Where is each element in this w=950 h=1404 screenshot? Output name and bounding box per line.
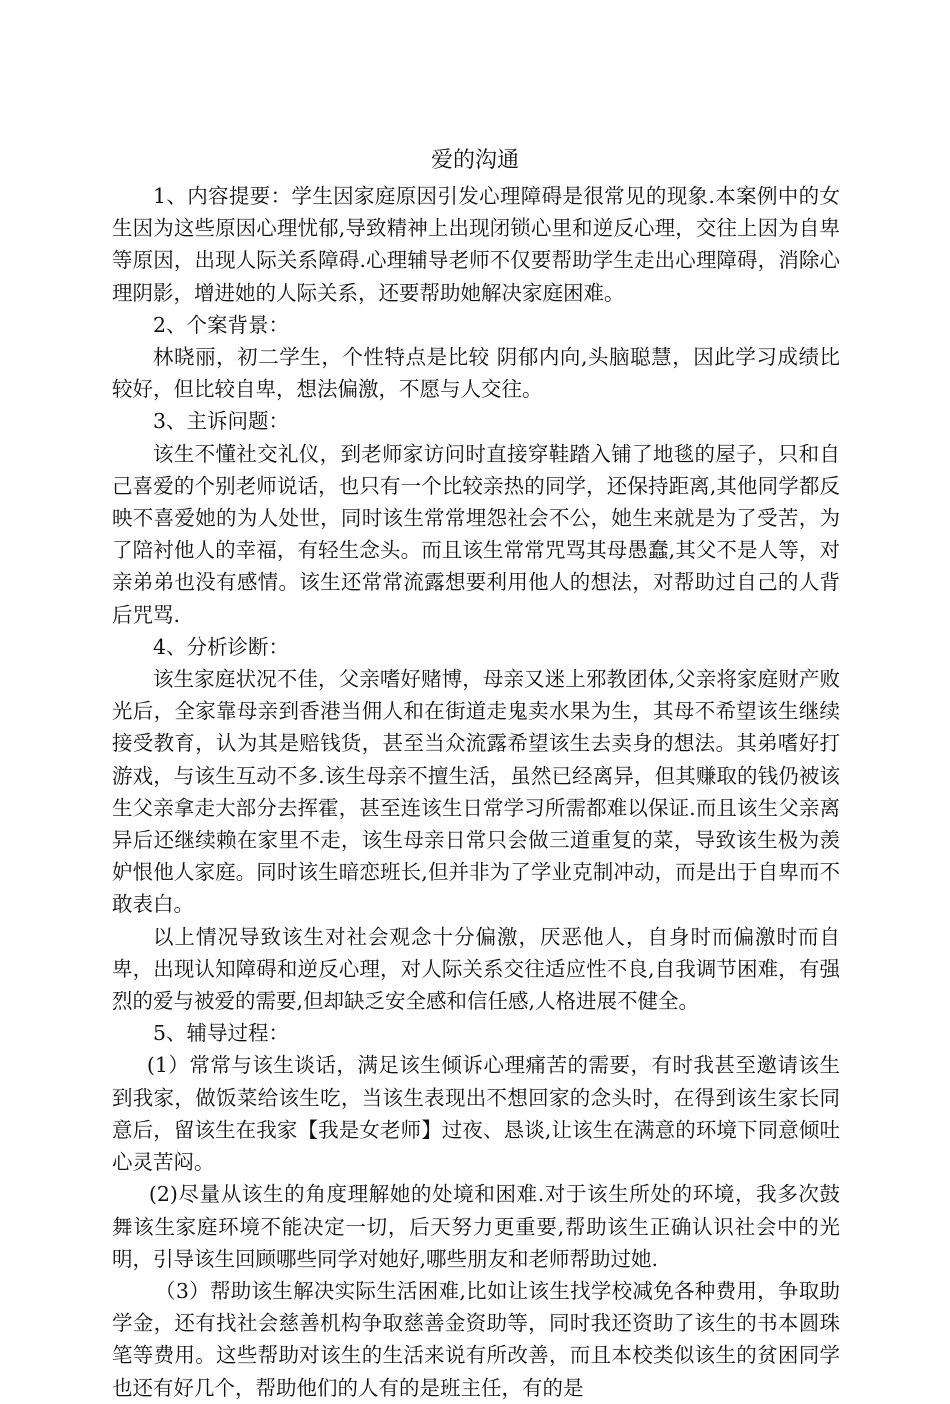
heading-case-background: 2、个案背景： <box>153 312 290 337</box>
heading-main-complaint: 3、主诉问题： <box>153 409 290 434</box>
document-body <box>112 180 840 1404</box>
paragraph-case-background: 林晓丽，初二学生，个性特点是比较 阴郁内向,头脑聪慧，因此学习成绩比较好，但比较自卑，想法偏激，不愿与人交往。 <box>112 345 840 402</box>
paragraph-analysis: 该生家庭状况不佳，父亲嗜好赌博，母亲又迷上邪教团体,父亲将家庭财产败光后，全家靠母亲到香港当佣人和在街道走鬼卖水果为生，其母不希望该生继续接受教育，认为其是赔钱货，甚至当众流露希望该生去卖身的想法。其弟嗜好打游戏，与该生互动不多.该生母亲不擅生活，虽然已经离异，但其赚取的钱仍被该生父亲拿走大部分去挥霍，甚至连该生日常学习所需都难以保证.而且该生父亲离异后还继续赖在家里不走，该生母亲日常只会做三道重复的菜，导致该生极为羡妒恨他人家庭。同时该生暗恋班长,但并非为了学业克制冲动，而是出于自卑而不敢表白。 <box>112 667 840 917</box>
document-title: 爱的沟通 <box>430 148 519 173</box>
paragraph-process-step-1: (1）常常与该生谈话，满足该生倾诉心理痛苦的需要，有时我甚至邀请该生到我家，做饭菜给该生吃，当该生表现出不想回家的念头时，在得到该生家长同意后，留该生在我家【我是女老师】过夜、恳谈,让该生在满意的环境下同意倾吐心灵苦闷。 <box>112 1053 840 1175</box>
paragraph-summary: 1、内容提要：学生因家庭原因引发心理障碍是很常见的现象.本案例中的女生因为这些原因心理忧郁,导致精神上出现闭锁心里和逆反心理，交往上因为自卑等原因，出现人际关系障碍.心理辅导老师不仅要帮助学生走出心理障碍，消除心理阴影，增进她的人际关系，还要帮助她解决家庭困难。 <box>112 184 840 305</box>
paragraph-analysis-conclusion: 以上情况导致该生对社会观念十分偏激，厌恶他人，自身时而偏激时而自卑，出现认知障碍和逆反心理，对人际关系交往适应性不良,自我调节困难，有强烈的爱与被爱的需要,但却缺乏安全感和信任感,人格进展不健全。 <box>112 924 840 1014</box>
heading-counseling-process: 5、辅导过程： <box>153 1021 290 1046</box>
heading-analysis: 4、分析诊断： <box>153 634 290 659</box>
paragraph-process-step-2: (2)尽量从该生的角度理解她的处境和困难.对于该生所处的环境，我多次鼓舞该生家庭环境不能决定一切，后天努力更重要,帮助该生正确认识社会中的光明，引导该生回顾哪些同学对她好,哪些朋友和老师帮助过她. <box>112 1182 840 1271</box>
paragraph-main-complaint: 该生不懂社交礼仪，到老师家访问时直接穿鞋踏入铺了地毯的屋子，只和自己喜爱的个别老师说话，也只有一个比较亲热的同学，还保持距离,其他同学都反映不喜爱她的为人处世，同时该生常常埋怨社会不公，她生来就是为了受苦，为了陪衬他人的幸福，有轻生念头。而且该生常常咒骂其母愚蠢,其父不是人等，对亲弟弟也没有感情。该生还常常流露想要利用他人的想法，对帮助过自己的人背后咒骂. <box>112 441 840 627</box>
paragraph-process-step-3: （3）帮助该生解决实际生活困难,比如让该生找学校减免各种费用，争取助学金，还有找社会慈善机构争取慈善金资助等，同时我还资助了该生的书本圆珠笔等费用。这些帮助对该生的生活来说有所改善，而且本校类似该生的贫困同学也还有好几个，帮助他们的人有的是班主任，有的是 <box>112 1278 840 1400</box>
